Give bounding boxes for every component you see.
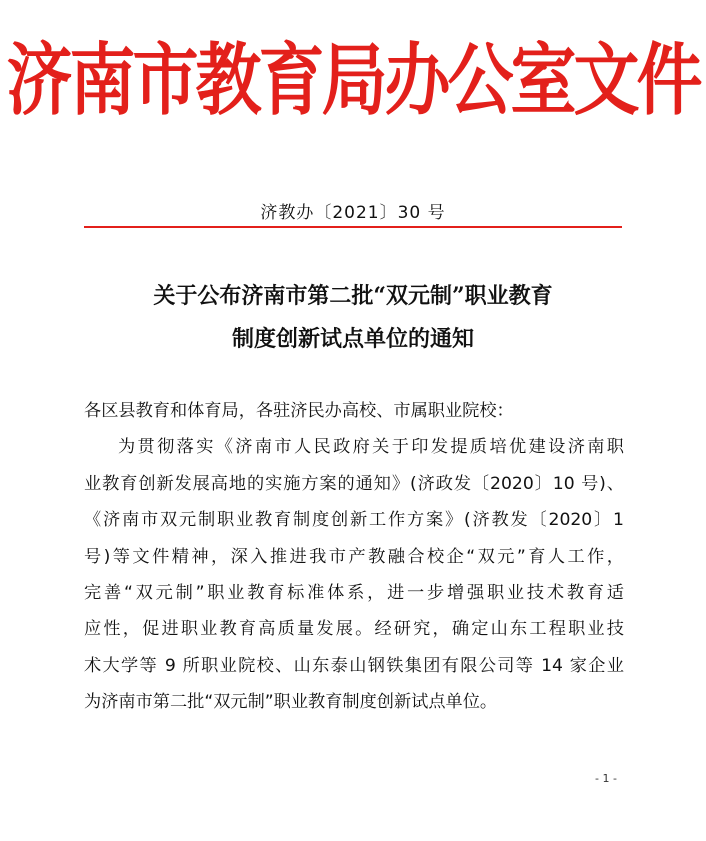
body-line: 《济南市双元制职业教育制度创新工作方案》(济教发〔2020〕1	[84, 510, 624, 531]
body-line: 完善“双元制”职业教育标准体系，进一步增强职业技术教育适	[84, 582, 624, 603]
notice-title-line-1: 关于公布济南市第二批“双元制”职业教育	[153, 283, 553, 309]
page-number: - 1 -	[595, 772, 617, 785]
notice-title-line-2: 制度创新试点单位的通知	[231, 326, 474, 352]
salutation: 各区县教育和体育局，各驻济民办高校、市属职业院校：	[84, 401, 514, 421]
document-number: 济教办〔2021〕30 号	[260, 203, 446, 223]
body-line: 号)等文件精神，深入推进我市产教融合校企“双元”育人工作，	[84, 546, 624, 567]
body-line: 应性，促进职业教育高质量发展。经研究，确定山东工程职业技	[84, 619, 624, 640]
red-divider-line	[84, 226, 622, 228]
body-line: 业教育创新发展高地的实施方案的通知》(济政发〔2020〕10 号)、	[84, 473, 624, 494]
body-line: 为贯彻落实《济南市人民政府关于印发提质培优建设济南职	[118, 437, 624, 458]
body-line: 为济南市第二批“双元制”职业教育制度创新试点单位。	[84, 692, 498, 713]
document-body	[84, 393, 624, 721]
body-line: 术大学等 9 所职业院校、山东泰山钢铁集团有限公司等 14 家企业	[84, 655, 624, 676]
masthead-title: 济南市教育局办公室文件	[6, 33, 700, 126]
